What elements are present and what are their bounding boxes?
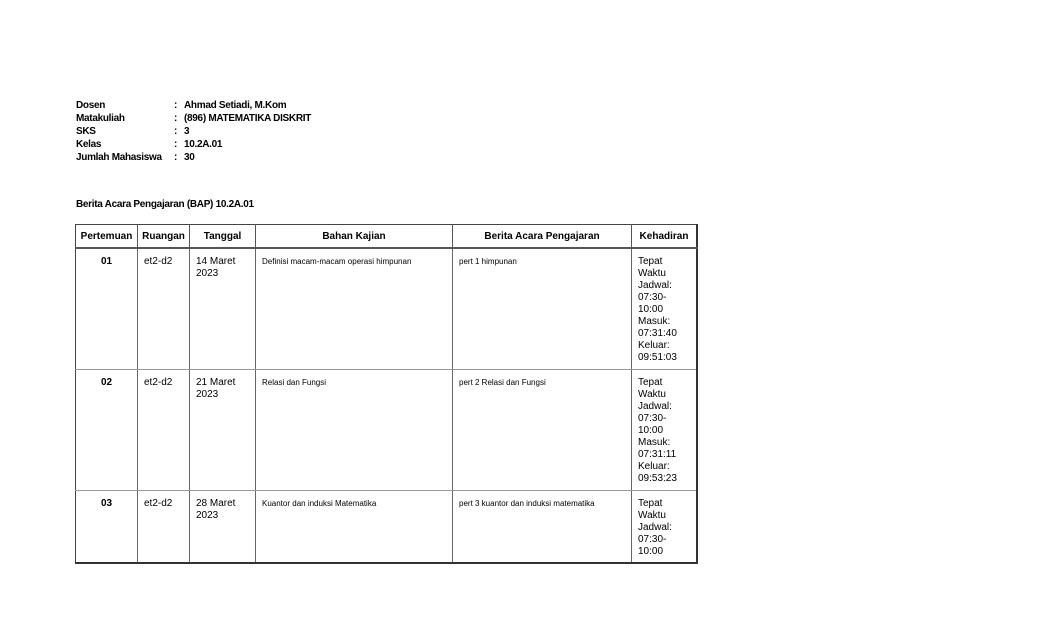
kehadiran-line: Masuk: — [638, 316, 671, 327]
ruangan-cell: et2-d2 — [138, 248, 190, 369]
header-bahan-kajian: Bahan Kajian — [256, 225, 453, 249]
separator: : — [174, 113, 178, 124]
info-row-kelas — [76, 138, 311, 151]
matakuliah-value: (896) MATEMATIKA DISKRIT — [184, 113, 312, 124]
separator: : — [174, 139, 178, 150]
kehadiran-line: 07:30- — [638, 292, 667, 303]
kehadiran-cell — [632, 490, 698, 563]
separator: : — [174, 152, 178, 163]
table-row — [76, 490, 698, 563]
ruangan-cell: et2-d2 — [138, 490, 190, 563]
kehadiran-line: 07:30- — [638, 533, 667, 545]
table-row — [76, 248, 698, 369]
header-ruangan: Ruangan — [138, 225, 190, 249]
kehadiran-cell — [632, 369, 698, 490]
kehadiran-line: 07:30- — [638, 412, 667, 424]
separator: : — [174, 100, 178, 111]
sks-label: SKS — [76, 126, 96, 137]
separator: : — [174, 126, 178, 137]
header-berita-acara: Berita Acara Pengajaran — [453, 225, 632, 249]
kehadiran-line: 10:00 — [638, 424, 664, 436]
berita-acara-cell: pert 2 Relasi dan Fungsi — [453, 369, 632, 490]
pertemuan-cell: 01 — [76, 248, 138, 369]
dosen-value: Ahmad Setiadi, M.Kom — [184, 100, 287, 111]
kehadiran-line: 07:31:11 — [638, 448, 677, 460]
kehadiran-line: Keluar: — [638, 460, 670, 472]
info-row-dosen — [76, 99, 311, 112]
bahan-kajian-cell: Definisi macam-macam operasi himpunan — [256, 248, 453, 369]
kehadiran-line: 09:51:03 — [638, 352, 677, 363]
course-info — [76, 99, 311, 164]
kehadiran-line: Masuk: — [638, 436, 671, 448]
kehadiran-cell — [632, 248, 698, 369]
bahan-kajian-cell: Relasi dan Fungsi — [256, 369, 453, 490]
jumlah-mahasiswa-label: Jumlah Mahasiswa — [76, 151, 162, 163]
header-kehadiran: Kehadiran — [632, 225, 698, 249]
pertemuan-cell: 03 — [76, 490, 138, 563]
kehadiran-line: Tepat — [638, 376, 663, 388]
table-header-row — [76, 225, 698, 249]
kehadiran-line: Jadwal: — [638, 280, 672, 291]
info-row-sks — [76, 125, 311, 138]
berita-acara-cell: pert 1 himpunan — [453, 248, 632, 369]
kehadiran-line: Keluar: — [638, 340, 670, 351]
kehadiran-line: Tepat — [638, 256, 663, 267]
kehadiran-line: Jadwal: — [638, 521, 672, 533]
jumlah-mahasiswa-value: 30 — [184, 152, 195, 163]
tanggal-cell: 21 Maret 2023 — [190, 369, 256, 490]
kehadiran-line: Jadwal: — [638, 400, 672, 412]
kehadiran-line: Waktu — [638, 268, 666, 279]
tanggal-cell: 28 Maret 2023 — [190, 490, 256, 563]
matakuliah-label: Matakuliah — [76, 113, 125, 124]
berita-acara-cell: pert 3 kuantor dan induksi matematika — [453, 490, 632, 563]
bap-table — [75, 224, 698, 564]
sks-value: 3 — [184, 126, 190, 137]
bap-title: Berita Acara Pengajaran (BAP) 10.2A.01 — [76, 199, 254, 210]
kehadiran-line: 09:53:23 — [638, 472, 677, 484]
tanggal-cell: 14 Maret 2023 — [190, 248, 256, 369]
kelas-label: Kelas — [76, 139, 102, 150]
info-row-matakuliah — [76, 112, 311, 125]
kehadiran-line: Waktu — [638, 388, 666, 400]
kehadiran-line: 10:00 — [638, 545, 664, 557]
header-tanggal: Tanggal — [190, 225, 256, 249]
dosen-label: Dosen — [76, 100, 106, 111]
header-pertemuan: Pertemuan — [76, 225, 138, 249]
kehadiran-line: 10:00 — [638, 304, 664, 315]
bahan-kajian-cell: Kuantor dan induksi Matematika — [256, 490, 453, 563]
kehadiran-line: Waktu — [638, 509, 666, 521]
pertemuan-cell: 02 — [76, 369, 138, 490]
table-row — [76, 369, 698, 490]
kelas-value: 10.2A.01 — [184, 139, 223, 150]
info-row-jumlah — [76, 151, 311, 164]
kehadiran-line: Tepat — [638, 497, 663, 509]
kehadiran-line: 07:31:40 — [638, 328, 677, 339]
ruangan-cell: et2-d2 — [138, 369, 190, 490]
